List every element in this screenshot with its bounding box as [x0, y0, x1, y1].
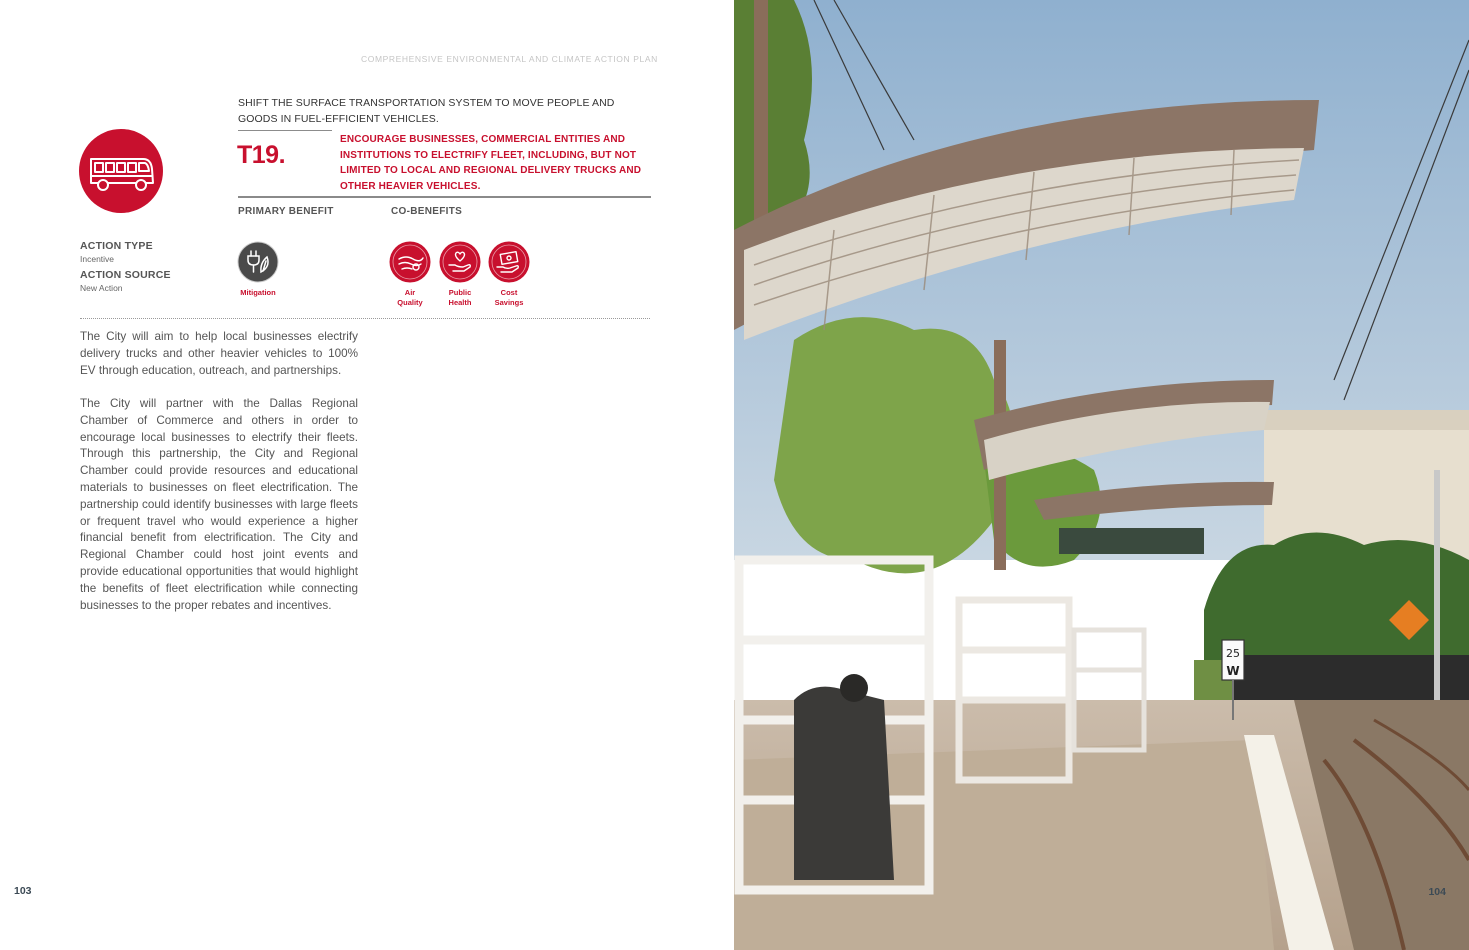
primary-benefit-heading: PRIMARY BENEFIT: [238, 206, 334, 217]
train-station-platform-photo: [734, 0, 1469, 950]
left-page: [0, 0, 734, 950]
body-paragraph-1: The City will aim to help local businesses electrify delivery trucks and other heavier vehicles to 100% EV through education, outreach, and partnerships.: [80, 330, 358, 377]
action-type-label: ACTION TYPE: [80, 240, 153, 252]
running-header: COMPREHENSIVE ENVIRONMENTAL AND CLIMATE ACTION PLAN: [361, 54, 658, 64]
bus-icon: [79, 129, 163, 213]
co-benefit-label-cost: Cost Savings: [494, 288, 524, 307]
co-benefit-label-health: Public Health: [448, 288, 472, 307]
dotted-divider: [80, 318, 650, 319]
co-benefits-heading: CO-BENEFITS: [391, 206, 463, 217]
air-quality-icon: [389, 241, 431, 283]
right-page-photo: [734, 0, 1469, 950]
strategy-statement: SHIFT THE SURFACE TRANSPORTATION SYSTEM TO MOVE PEOPLE AND GOODS IN FUEL-EFFICIENT VEHICLES.: [238, 97, 615, 125]
action-source-label: ACTION SOURCE: [80, 269, 171, 281]
page-number-right: 104: [1428, 886, 1446, 898]
co-benefit-label-air: Air Quality: [397, 288, 423, 307]
primary-benefit-label: Mitigation: [240, 288, 276, 297]
action-title: ENCOURAGE BUSINESSES, COMMERCIAL ENTITIES AND INSTITUTIONS TO ELECTRIFY FLEET, INCLUDING, BUT NOT LIMITED TO LOCAL AND REGIONAL DELIVERY TRUCKS AND OTHER HEAVIER VEHICLES.: [340, 134, 642, 192]
action-type-value: Incentive: [80, 254, 115, 264]
speed-sign-direction: W: [1226, 664, 1240, 678]
divider-long: [238, 196, 651, 198]
page-number-left: 103: [14, 885, 32, 897]
action-source-value: New Action: [80, 283, 123, 293]
action-id: T19.: [237, 141, 286, 169]
plug-leaf-icon: [237, 241, 279, 283]
body-paragraph-2: The City will partner with the Dallas Regional Chamber of Commerce and others in order to encourage local businesses to electrify their fleets. Through this partnership, the City and Regional Chamber could provide resources and educational materials to businesses on fleet electrification. The partnership could identify businesses with large fleets or frequent travel who would experience a higher financial benefit from electrification. The City and Regional Chamber could host joint events and provide educational opportunities that would highlight the benefits of fleet electrification while connecting businesses to the proper rebates and incentives.: [80, 397, 358, 612]
public-health-icon: [439, 241, 481, 283]
speed-sign-number: 25: [1226, 647, 1240, 660]
divider-short: [238, 130, 332, 131]
cost-savings-icon: [488, 241, 530, 283]
